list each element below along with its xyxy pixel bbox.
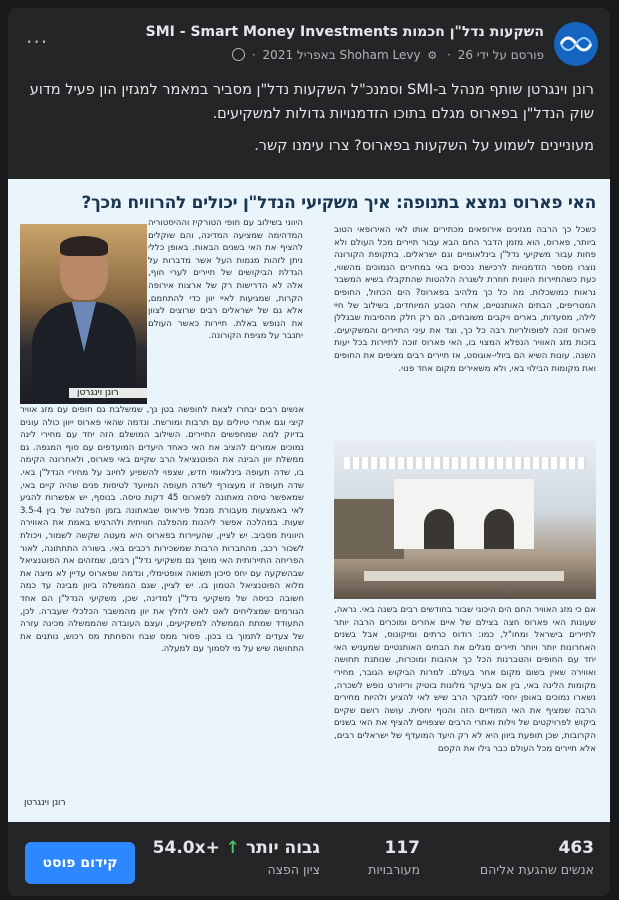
villa-photo: [334, 439, 596, 599]
post-insights-footer: [8, 822, 610, 896]
people-reached-label: אנשים שהגעת אליהם: [479, 862, 594, 877]
post-text-line2: מעוניינים לשמוע על השקעות בפארוס? צרו עימנו קשר.: [254, 138, 594, 154]
distribution-score-label: ציון הפצה: [267, 862, 320, 877]
post-text-line1: רונן וינגרטן שותף מנהל ב-SMI וסמנכ"ל השקעות נדל"ן מסביר במאמר למגזין הון פעיל מדוע שוק הנדל"ן בפארוס מגלם בתוכו הזדמנויות גדולות למשקיעים.: [29, 82, 594, 122]
post-date[interactable]: 26 באפריל 2021: [262, 48, 474, 62]
page-name[interactable]: השקעות נדל"ן חכמות SMI - Smart Money Investments: [145, 24, 544, 40]
article-signature: רונן וינגרטן: [24, 798, 66, 808]
article-column-left-bottom: אנשים רבים יבחרו לצאת לחופשה בטן נך, שמשלבת גם חופים עם מזג אוויר קיצי וגם אתרי טיולים עם תרבות ומורשת. ונדמה שהאי פארוס ייוון כולה עונים בדיוק למה שמחפשים התיירים. השילוב המושלם הזה יחד עם מחירי לינה נמוכים אמורים להציב את האי כאחד היעדים המועדפים עם סוף המגפה. גם ממשלת יוון הבינה את הפוטנציאל הרב שקיים באי פארוס, ולאחרונה הקימה בו, שדה תעופה בינלאומי חדש, שצפוי להשפיע לחיוב על מחירי הנדל"ן באי. שדה תעופה זו מעצורף לשדה תעופה המיועד לטיסות פנים שהיה קיים באי, שמאפשר טיסה מאתונה לפארוס 45 דקות טיסה. בנוסף, יש אפשרות להגיע לאי באמצעות מעבורת מנמל פיראוס שבאתונה בזמן הפלגה של בין 3.5-4 שעות. במהלכה אפשר ליהנות מהפלגה חוויתית ולהרגיש באמת את האווירה היוונית מסביב. יש לציין, שהעיירות בפארוס היא מעטה שקשה לשמור, ויכולת לשכור רכב, מהחברות הרבות שמשכירות רכבים באי. בשורה התחתונה, לאור הפריחה התיירותית האי מושך גם משקיעי נדל"ן רבים, שמזהים את הפוטנציאל שבהשקעה עם יחס סיכון תשואה אופטימלי, ונדמה שפארוס עדיין לא מיצה את מלוא הפוטנציאל הטמון בו. יש לציין, שגם הממשלה ביוון מבינה עד כמה חשובה כניסה של משקיעי נדל"ן למדינה, שכן, משקיעי הנדל"ן הם אחד הגורמים שמצליחים לאט לאט לחלץ את יוון מהמשבר הכלכלי שעברה. לכן, התעודד שמתת הממשלה למשקיעים, ועצם העובדה שהממשלה מכינה עזרה של צעדים לתמוך בו בכון. פסור ממס שבח והפחתת מס רכוש, נותנים את התחושה שיש על מי לסמוך עם למעלה.: [20, 405, 304, 655]
photo-caption: רונן וינגרטן: [69, 388, 147, 398]
article-image[interactable]: [8, 179, 610, 822]
globe-icon: [232, 48, 245, 61]
smi-logo-icon: [559, 34, 593, 54]
distribution-score-stat[interactable]: [153, 838, 320, 877]
published-by[interactable]: פורסם על ידי Shoham Levy: [339, 48, 544, 62]
article-title: האי פארוס נמצא בתנופה: איך משקיעי הנדל"ן יכולים להרוויח מכך?: [81, 193, 596, 213]
post-meta: פורסם על ידי Shoham Levy ⚙ · 26 באפריל 2021 ·: [232, 48, 544, 62]
up-arrow-icon: ↑: [225, 838, 240, 858]
post-text: [24, 78, 594, 166]
engagements-label: מעורבויות: [368, 862, 420, 877]
people-reached-count: 463: [558, 838, 594, 858]
settings-icon[interactable]: ⚙: [427, 49, 438, 62]
score-value: 54.0x+: [152, 838, 220, 858]
people-reached-stat[interactable]: [480, 838, 594, 877]
more-options-icon[interactable]: ···: [26, 30, 49, 54]
author-photo: [20, 224, 147, 404]
score-prefix: גבוה יותר: [245, 838, 320, 858]
page-avatar[interactable]: [554, 22, 598, 66]
engagements-stat[interactable]: [368, 838, 420, 877]
engagements-count: 117: [384, 838, 420, 858]
post-card: [8, 8, 610, 896]
article-column-left-top: היווני בשילוב עם חופי הטורקיז וההיסטוריה המדהימה שמציעה המדינה, והם שוקלים להציף את האי בשנים הבאות. באופן כללי ניתן לזהות מגמות העל אשר מדברות על הגדלת הביקושים של תיירים לערי חוף, אלה לא הדרישות רק של ארצות אירופה הקרות, שמגיעות לאיי יוון כדי להתחמם, אלא גם של ישראלים רבים שרוצים לצוון את הנופש באלת. תיירות כאשר העולם יתנבר על מגיפת הקורונה.: [148, 218, 303, 342]
article-column-right-bottom: אם כי מזג האוויר החם הים היכוני שבור בחודשים רבים בשנה באי. נראה, שעונות האי פארוס חצה בצילם של איים אחרים ומוכרים הרבה יותר לתיירים בישראל ומחו"ל, כמו: רודוס כרתים ומיקונוס, אבל בשנים האחרונות יותר ויותר תיירים מגלים את הבתים האותנטיים שמעניש האי יחד עם החופים והטברנות הכל כך אהובות ומוכרות, שנותנת תחושה ואווירה שאין בשום מקום אחר בעולם. למרות הביקוש הגובר, מחירי מקומות הלינה באי, בין אם בעיקר מלונות בוטיק וריזורט נופש לשכרה, נשארו נמוכים באופן יחסי למבקר הרב שיש לאי להציע ולהיות מחירים הרבה שמציף את האי המודיים הזה והנוף יחסית. עושה רושם שקיים ביקוש לפרויקטים של וילות ואתרי הרבים שצפויים להציף את האי בשנים הקרובות, שכן תופעת ביוון היא לא רק היעד המועדף של ישראלים רבים, אלא תיירים מכל העולם כבר גילו את הקסם: [334, 605, 596, 754]
post-header: [20, 22, 598, 72]
article-column-right-top: כשכל כך הרבה מגזינים אירופאים מכתירים אותו לאי האירופאי הטוב ביותר, פארוס, הוא מזמן הדבר החם הבא עבור תיירים מכל העולם ולא פחות עבור משקיעי נדל"ן בינלאומיים וגם ישראלים. בתקופת הקורונה נוצרו מספר הזדמנויות לרכישת נכסים באי במחירים הנמוכים מהשווי, כעת כשהתיירות היוונית חוזרת לשגרה הלהטות שהתקבלו בשיא המשבר נראות כמושכלות. מה כל כך מלהיב בפארוס? הים הכחול, החופים המטריפים, הבתים האותנטיים, אתרי הטבע המיוחדים, בשילוב של חיי לילה, מסעדות, בארים ויקבים משובחים, הם רק חלק מהסיבות שבגללן פארוס זוכה לפופולריות רבה כל כך, וצד את עיני התיירים והמשקיעים. בזכות מזג האוויר הנפלא המצוי בו, האי פארוס זוכה לתיירות בכל יעות השנה. עונות השיא הם ביולי-אוגוסט, אז תיירים רבים מציפים את החופים ואת מקומות הבילוי באי, ולא משאירים מקום אחד פנוי.: [334, 225, 596, 374]
boost-post-button[interactable]: קידום פוסט: [25, 842, 135, 884]
